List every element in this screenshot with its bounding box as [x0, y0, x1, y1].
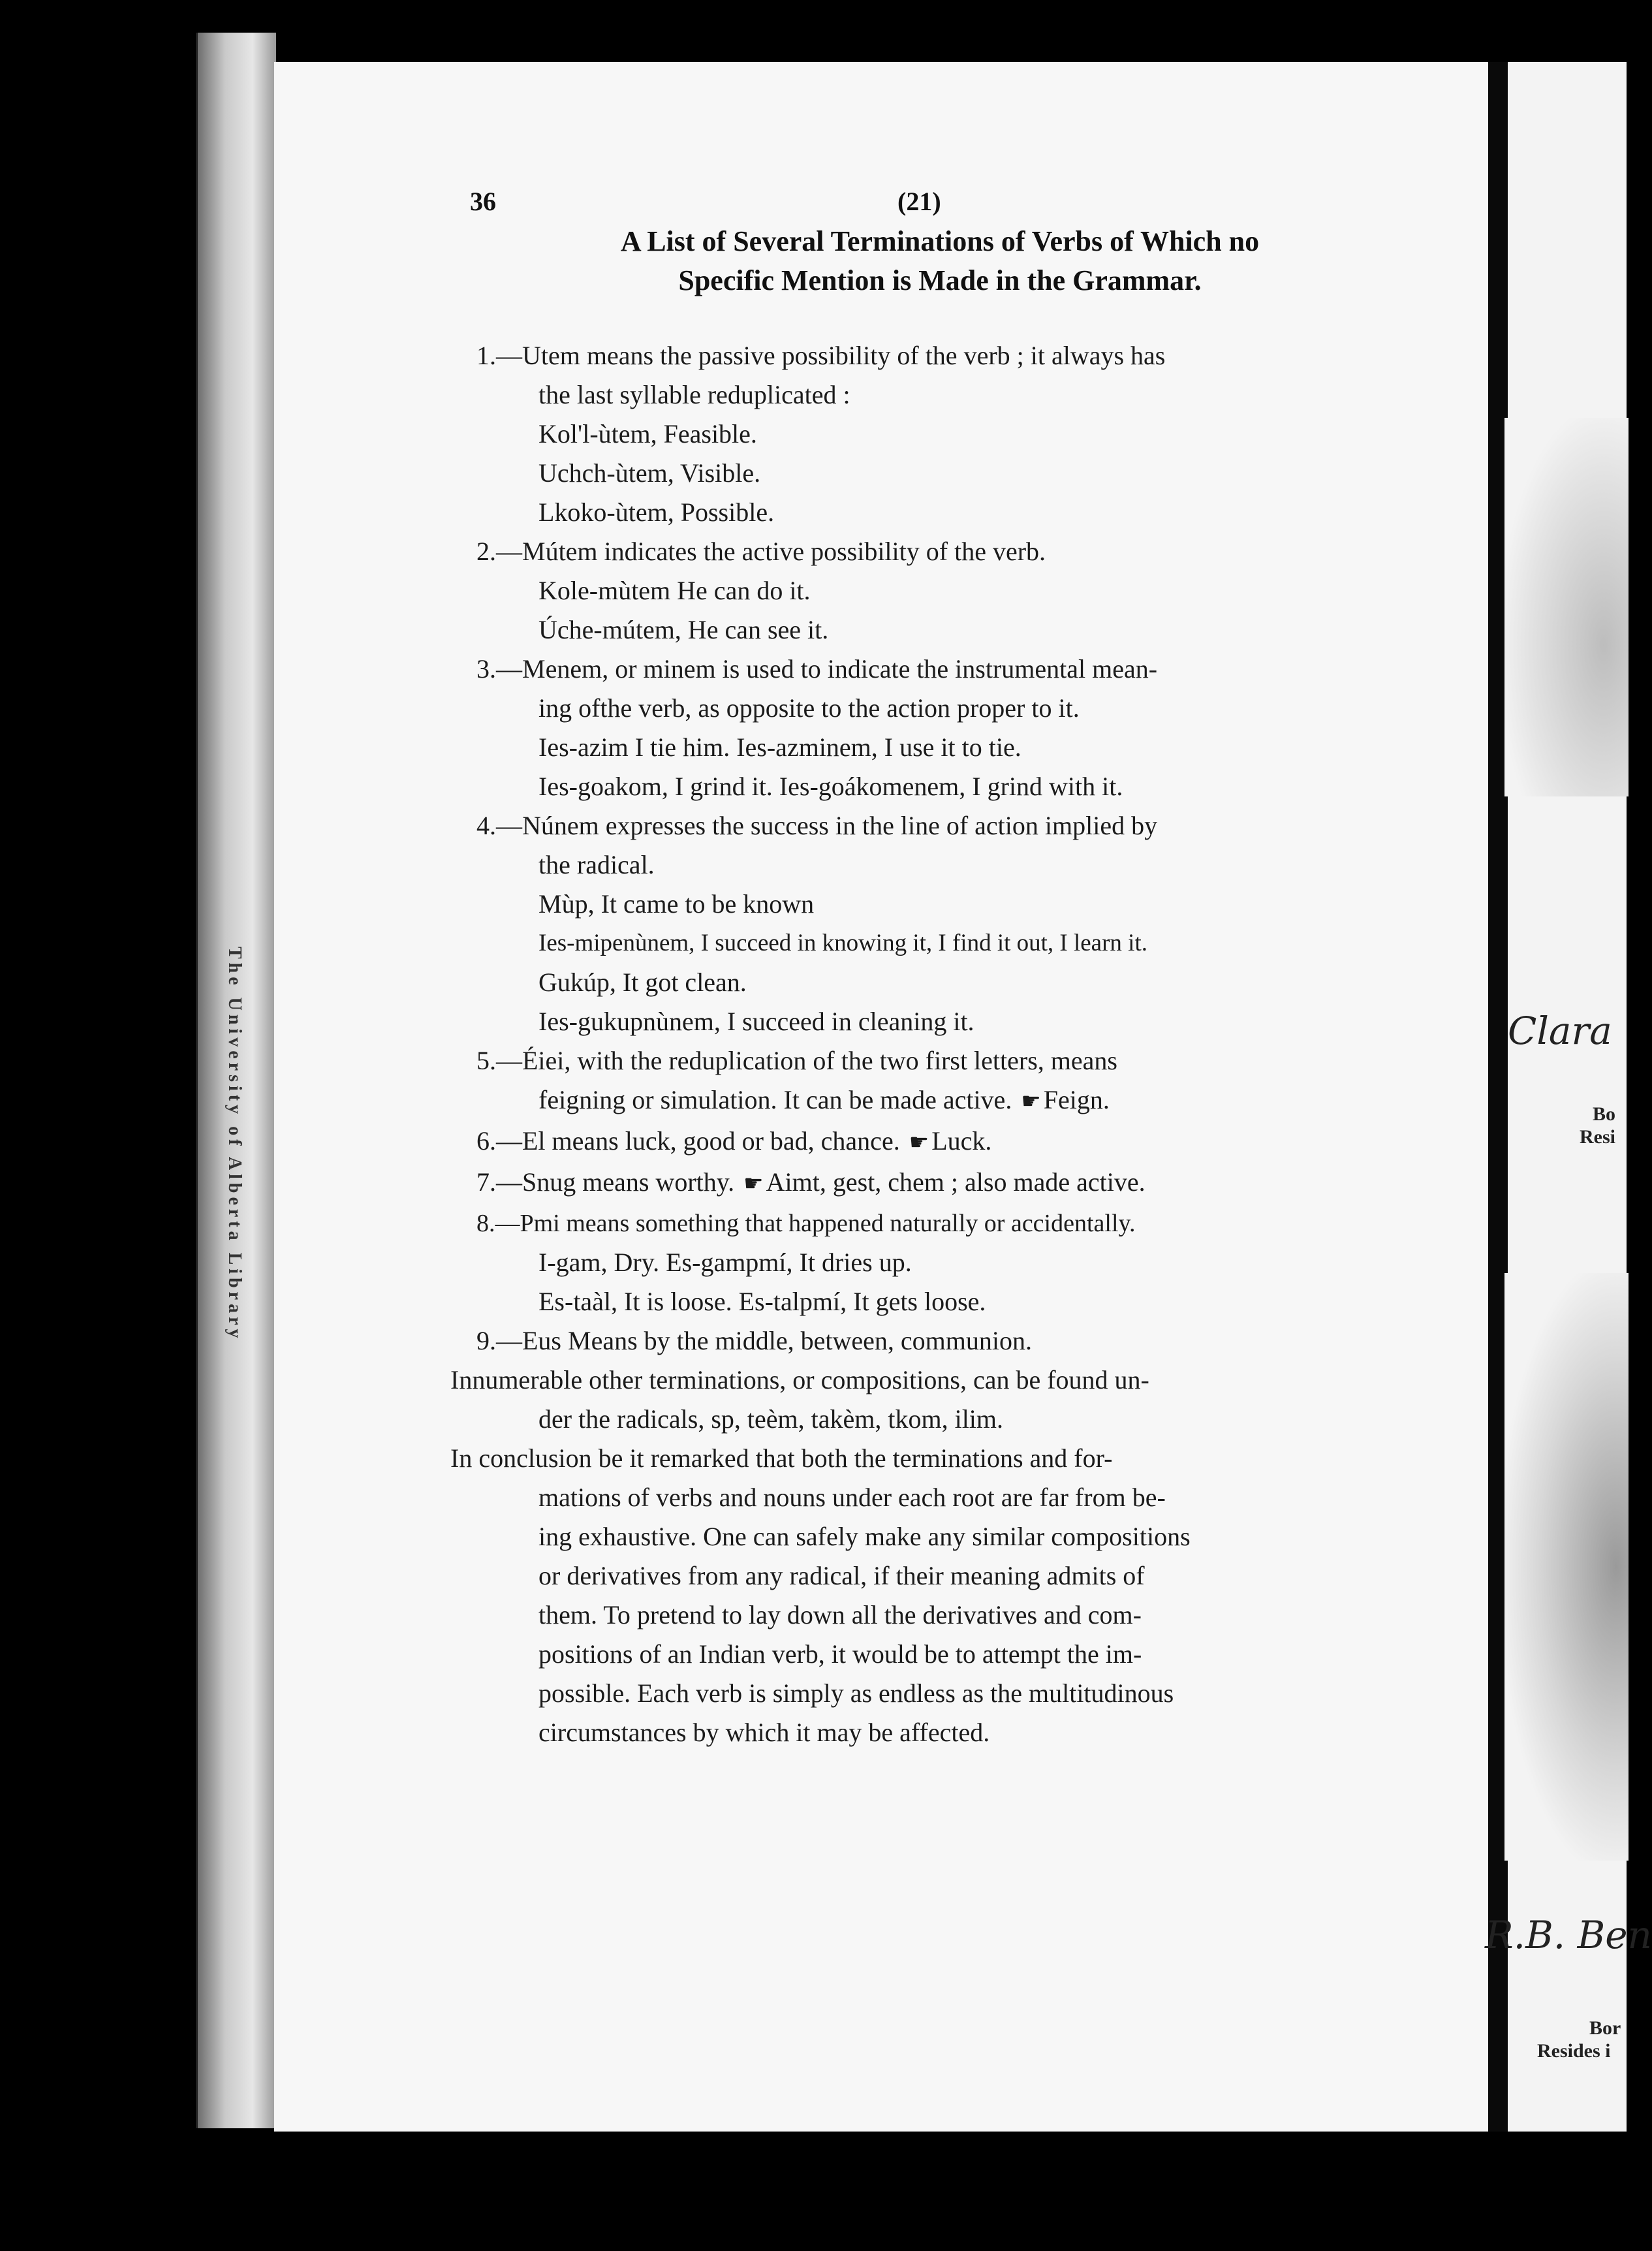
text-line: 2.—Mútem indicates the active possibility of the verb.: [476, 537, 1046, 566]
text-line: 9.—Eus Means by the middle, between, communion.: [476, 1326, 1032, 1355]
text-line: them. To pretend to lay down all the derivatives and com-: [538, 1600, 1142, 1629]
caption-text: Resides i: [1537, 2040, 1611, 2062]
text-line: der the radicals, sp, teèm, takèm, tkom, ilim.: [538, 1404, 1004, 1434]
text-line: [476, 1080, 1423, 1122]
text-line: 4.—Núnem expresses the success in the line of action implied by: [476, 811, 1158, 840]
terminations-list: [450, 336, 1423, 1752]
text-line: In conclusion be it remarked that both the terminations and for-: [450, 1443, 1113, 1473]
text-line: the radical.: [538, 850, 655, 879]
text-line: positions of an Indian verb, it would be to attempt the im-: [538, 1639, 1142, 1669]
text-line: 5.—Éiei, with the reduplication of the two first letters, means: [476, 1046, 1117, 1075]
text-fragment: 7.—Snug means worthy.: [476, 1167, 735, 1197]
example-line: Lkoko-ùtem, Possible.: [538, 497, 775, 527]
text-line: ing exhaustive. One can safely make any similar compositions: [538, 1522, 1191, 1551]
portrait-image: [1504, 1273, 1629, 1861]
caption-text: Bor: [1589, 2017, 1621, 2039]
text-line: circumstances by which it may be affected.: [538, 1718, 990, 1747]
text-line: or derivatives from any radical, if their meaning admits of: [538, 1561, 1145, 1590]
example-line: Ies-goakom, I grind it. Ies-goákomenem, I grind with it.: [538, 772, 1123, 801]
pointing-hand-icon: ☛: [909, 1131, 929, 1155]
caption-text: Resi: [1580, 1126, 1615, 1148]
example-line: Úche-mútem, He can see it.: [538, 615, 829, 644]
text-line: Innumerable other terminations, or compositions, can be found un-: [450, 1365, 1149, 1394]
text-fragment: 6.—El means luck, good or bad, chance.: [476, 1126, 900, 1156]
example-line: Uchch-ùtem, Visible.: [538, 458, 761, 488]
pointing-hand-icon: ☛: [743, 1172, 764, 1196]
page-title: [470, 222, 1410, 300]
text-fragment: Luck.: [931, 1126, 992, 1156]
text-line: ing ofthe verb, as opposite to the action proper to it.: [538, 693, 1080, 723]
example-line: Es-taàl, It is loose. Es-talpmí, It gets loose.: [538, 1287, 986, 1316]
example-line: Ies-gukupnùnem, I succeed in cleaning it.: [538, 1007, 974, 1036]
example-line: Ies-mipenùnem, I succeed in knowing it, I find it out, I learn it.: [538, 930, 1147, 956]
text-line: [476, 1163, 1423, 1204]
title-line: Specific Mention is Made in the Grammar.: [678, 264, 1202, 296]
example-line: Ies-azim I tie him. Ies-azminem, I use it to tie.: [538, 732, 1021, 762]
text-line: 8.—Pmi means something that happened naturally or accidentally.: [476, 1210, 1136, 1237]
text-line: the last syllable reduplicated :: [538, 380, 850, 409]
page-number-secondary: (21): [897, 187, 941, 216]
example-line: Mùp, It came to be known: [538, 889, 815, 919]
text-fragment: feigning or simulation. It can be made active.: [538, 1085, 1012, 1114]
example-line: Kol'l-ùtem, Feasible.: [538, 419, 757, 449]
text-fragment: Aimt, gest, chem ; also made active.: [766, 1167, 1145, 1197]
signature: Clara: [1508, 1009, 1612, 1053]
left-page: [274, 62, 1488, 2132]
page-number: 36: [470, 187, 496, 216]
example-line: Gukúp, It got clean.: [538, 968, 747, 997]
text-line: possible. Each verb is simply as endless as the multitudinous: [538, 1678, 1174, 1708]
text-line: [476, 1122, 1423, 1163]
portrait-image: [1504, 418, 1629, 796]
pointing-hand-icon: ☛: [1021, 1090, 1041, 1114]
text-line: 3.—Menem, or minem is used to indicate the instrumental mean-: [476, 654, 1158, 684]
text-fragment: Feign.: [1043, 1085, 1110, 1114]
example-line: Kole-mùtem He can do it.: [538, 576, 811, 605]
text-line: 1.—Utem means the passive possibility of the verb ; it always has: [476, 341, 1166, 370]
text-line: mations of verbs and nouns under each root are far from be-: [538, 1483, 1166, 1512]
signature: R.B. Ben: [1485, 1913, 1652, 1957]
title-line: A List of Several Terminations of Verbs of Which no: [620, 225, 1260, 257]
caption-text: Bo: [1593, 1103, 1616, 1125]
spine-stamp-text: The University of Alberta Library: [225, 947, 245, 1342]
example-line: I-gam, Dry. Es-gampmí, It dries up.: [538, 1248, 912, 1277]
